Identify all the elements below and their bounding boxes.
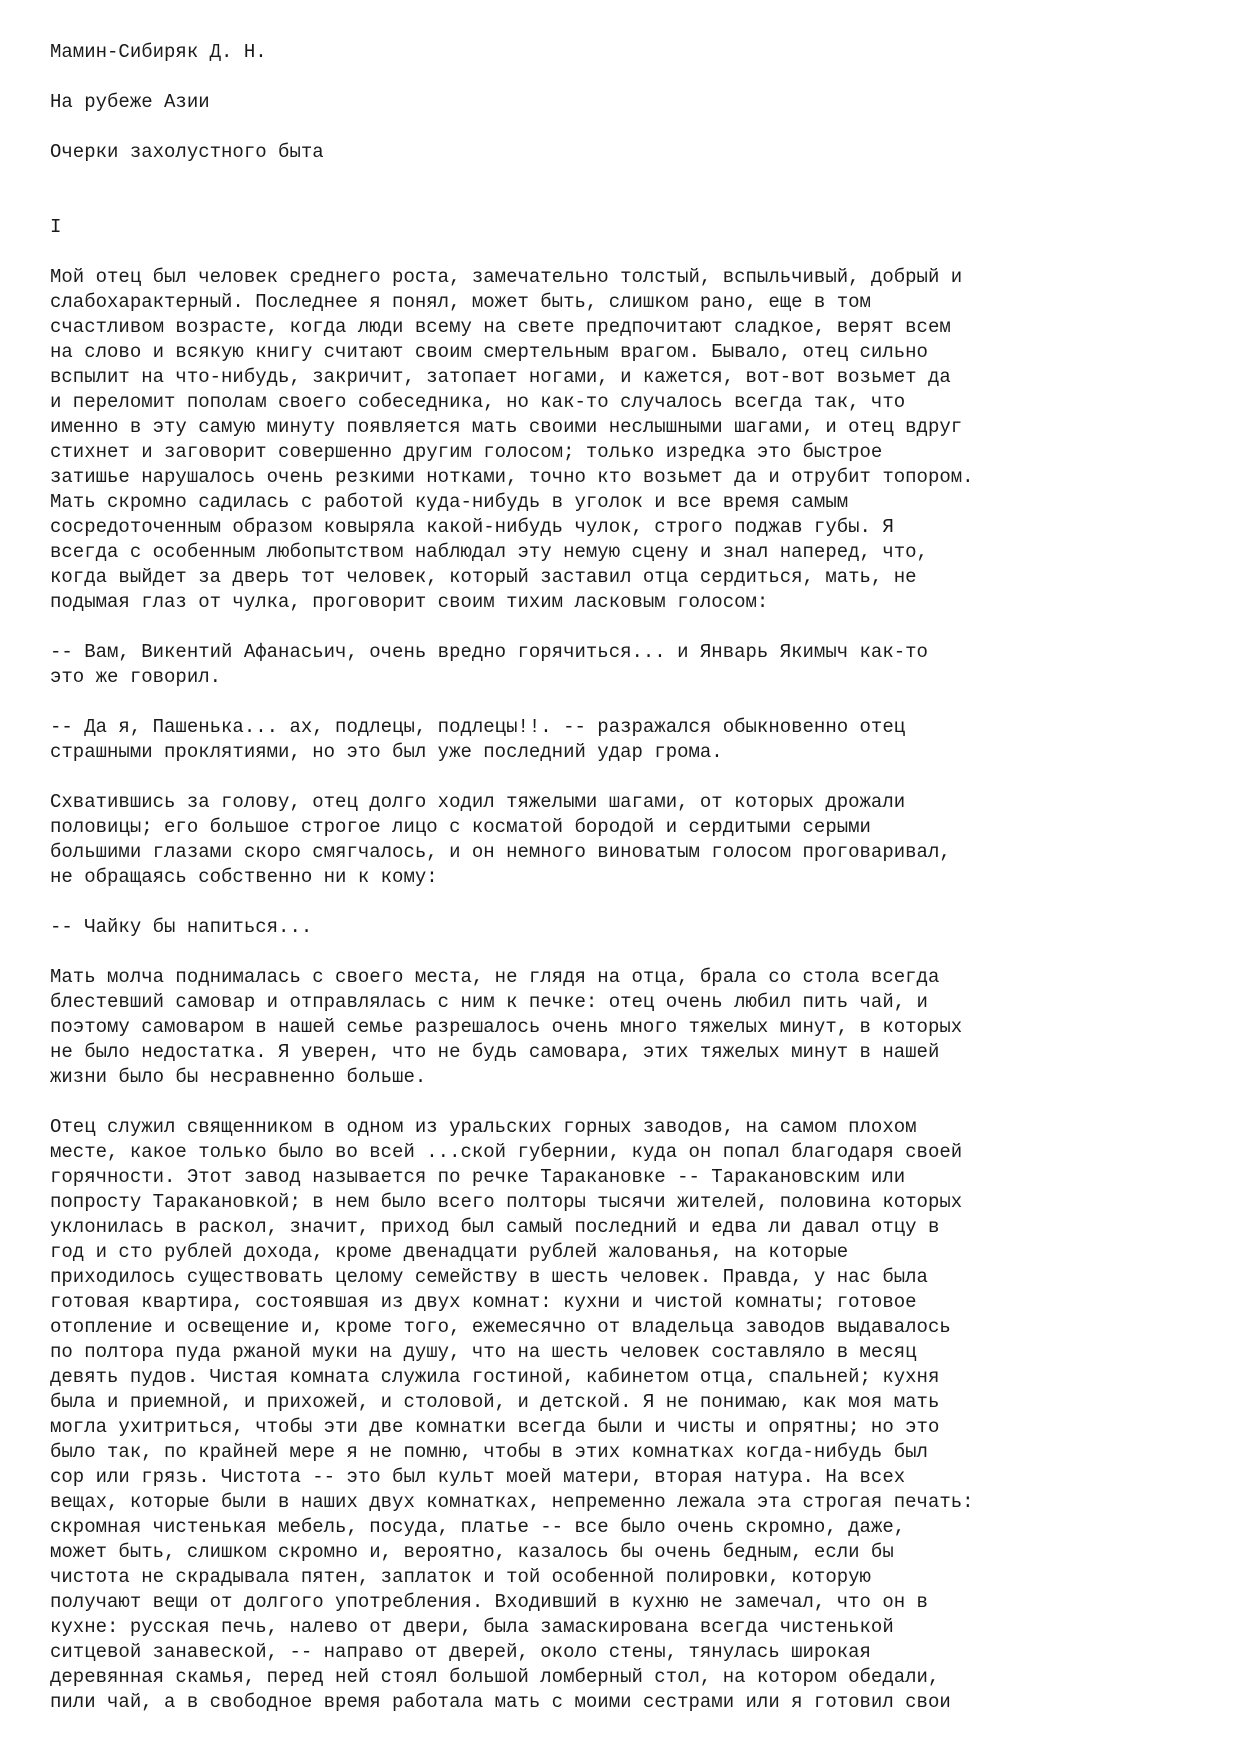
paragraph-line: стихнет и заговорит совершенно другим голосом; только изредка это быстрое (50, 441, 883, 463)
paragraph-line: ситцевой занавеской, -- направо от дверей, около стены, тянулась широкая (50, 1641, 871, 1663)
paragraph-line: подымая глаз от чулка, проговорит своим тихим ласковым голосом: (50, 591, 769, 613)
paragraph-line: приходилось существовать целому семейству в шесть человек. Правда, у нас была (50, 1266, 928, 1288)
paragraph-line: кухне: русская печь, налево от двери, была замаскирована всегда чистенькой (50, 1616, 894, 1638)
paragraph-line: не было недостатка. Я уверен, что не будь самовара, этих тяжелых минут в нашей (50, 1041, 940, 1063)
paragraph-line: может быть, слишком скромно и, вероятно, казалось бы очень бедным, если бы (50, 1541, 894, 1563)
paragraph-line: на слово и всякую книгу считают своим смертельным врагом. Бывало, отец сильно (50, 341, 928, 363)
paragraph-line: отопление и освещение и, кроме того, ежемесячно от владельца заводов выдавалось (50, 1316, 951, 1338)
paragraph-line: Отец служил священником в одном из уральских горных заводов, на самом плохом (50, 1116, 917, 1138)
paragraph-line: по полтора пуда ржаной муки на душу, что на шесть человек составляло в месяц (50, 1341, 917, 1363)
paragraph-line: Мать молча поднималась с своего места, не глядя на отца, брала со стола всегда (50, 966, 940, 988)
paragraph-line: Мой отец был человек среднего роста, замечательно толстый, вспыльчивый, добрый и (50, 266, 963, 288)
paragraph-line: чистота не скрадывала пятен, заплаток и той особенной полировки, которую (50, 1566, 871, 1588)
paragraph-line: блестевший самовар и отправлялась с ним к печке: отец очень любил пить чай, и (50, 991, 928, 1013)
paragraph-line: девять пудов. Чистая комната служила гостиной, кабинетом отца, спальней; кухня (50, 1366, 940, 1388)
paragraph-line: Схватившись за голову, отец долго ходил тяжелыми шагами, от которых дрожали (50, 791, 906, 813)
book-title: На рубеже Азии (50, 91, 210, 113)
paragraph-line: вещах, которые были в наших двух комнатках, непременно лежала эта строгая печать: (50, 1491, 974, 1513)
paragraph-line: была и приемной, и прихожей, и столовой, и детской. Я не понимаю, как моя мать (50, 1391, 940, 1413)
paragraph-line: год и сто рублей дохода, кроме двенадцати рублей жалованья, на которые (50, 1241, 849, 1263)
chapter-number: I (50, 216, 62, 238)
paragraph-line: -- Да я, Пашенька... ах, подлецы, подлецы!!. -- разражался обыкновенно отец (50, 716, 906, 738)
paragraph-line: месте, какое только было во всей ...ской губернии, куда он попал благодаря своей (50, 1141, 963, 1163)
document-page (50, 40, 1210, 1715)
paragraph-line: сор или грязь. Чистота -- это был культ моей матери, вторая натура. На всех (50, 1466, 906, 1488)
paragraph-line: -- Чайку бы напиться... (50, 916, 313, 938)
paragraph-line: когда выйдет за дверь тот человек, который заставил отца сердиться, мать, не (50, 566, 917, 588)
paragraph-line: не обращаясь собственно ни к кому: (50, 866, 438, 888)
paragraph-line: слабохарактерный. Последнее я понял, может быть, слишком рано, еще в том (50, 291, 871, 313)
paragraph-line: было так, по крайней мере я не помню, чтобы в этих комнатках когда-нибудь был (50, 1441, 928, 1463)
author-line: Мамин-Сибиряк Д. Н. (50, 41, 267, 63)
body-text (50, 265, 1210, 1715)
paragraph-line: именно в эту самую минуту появляется мать своими неслышными шагами, и отец вдруг (50, 416, 963, 438)
paragraph-line: горячности. Этот завод называется по речке Таракановке -- Таракановским или (50, 1166, 906, 1188)
paragraph-line: и переломит пополам своего собеседника, но как-то случалось всегда так, что (50, 391, 906, 413)
book-subtitle: Очерки захолустного быта (50, 141, 324, 163)
paragraph-line: жизни было бы несравненно больше. (50, 1066, 427, 1088)
paragraph-line: затишье нарушалось очень резкими нотками, точно кто возьмет да и отрубит топором. (50, 466, 974, 488)
paragraph-line: сосредоточенным образом ковыряла какой-нибудь чулок, строго поджав губы. Я (50, 516, 894, 538)
paragraph-line: пили чай, а в свободное время работала мать с моими сестрами или я готовил свои (50, 1691, 951, 1713)
paragraph-line: готовая квартира, состоявшая из двух комнат: кухни и чистой комнаты; готовое (50, 1291, 917, 1313)
paragraph-line: получают вещи от долгого употребления. Входивший в кухню не замечал, что он в (50, 1591, 928, 1613)
paragraph-line: попросту Таракановкой; в нем было всего полторы тысячи жителей, половина которых (50, 1191, 963, 1213)
paragraph-line: это же говорил. (50, 666, 222, 688)
paragraph-line: счастливом возрасте, когда люди всему на свете предпочитают сладкое, верят всем (50, 316, 951, 338)
paragraph-line: уклонилась в раскол, значит, приход был самый последний и едва ли давал отцу в (50, 1216, 940, 1238)
paragraph-line: всегда с особенным любопытством наблюдал эту немую сцену и знал наперед, что, (50, 541, 928, 563)
paragraph-line: деревянная скамья, перед ней стоял большой ломберный стол, на котором обедали, (50, 1666, 940, 1688)
paragraph-line: страшными проклятиями, но это был уже последний удар грома. (50, 741, 723, 763)
paragraph-line: Мать скромно садилась с работой куда-нибудь в уголок и все время самым (50, 491, 849, 513)
paragraph-line: поэтому самоваром в нашей семье разрешалось очень много тяжелых минут, в которых (50, 1016, 963, 1038)
paragraph-line: большими глазами скоро смягчалось, и он немного виноватым голосом проговаривал, (50, 841, 951, 863)
paragraph-line: могла ухитриться, чтобы эти две комнатки всегда были и чисты и опрятны; но это (50, 1416, 940, 1438)
paragraph-line: -- Вам, Викентий Афанасьич, очень вредно горячиться... и Январь Якимыч как-то (50, 641, 928, 663)
paragraph-line: половицы; его большое строгое лицо с косматой бородой и сердитыми серыми (50, 816, 871, 838)
paragraph-line: скромная чистенькая мебель, посуда, платье -- все было очень скромно, даже, (50, 1516, 906, 1538)
paragraph-line: вспылит на что-нибудь, закричит, затопает ногами, и кажется, вот-вот возьмет да (50, 366, 951, 388)
